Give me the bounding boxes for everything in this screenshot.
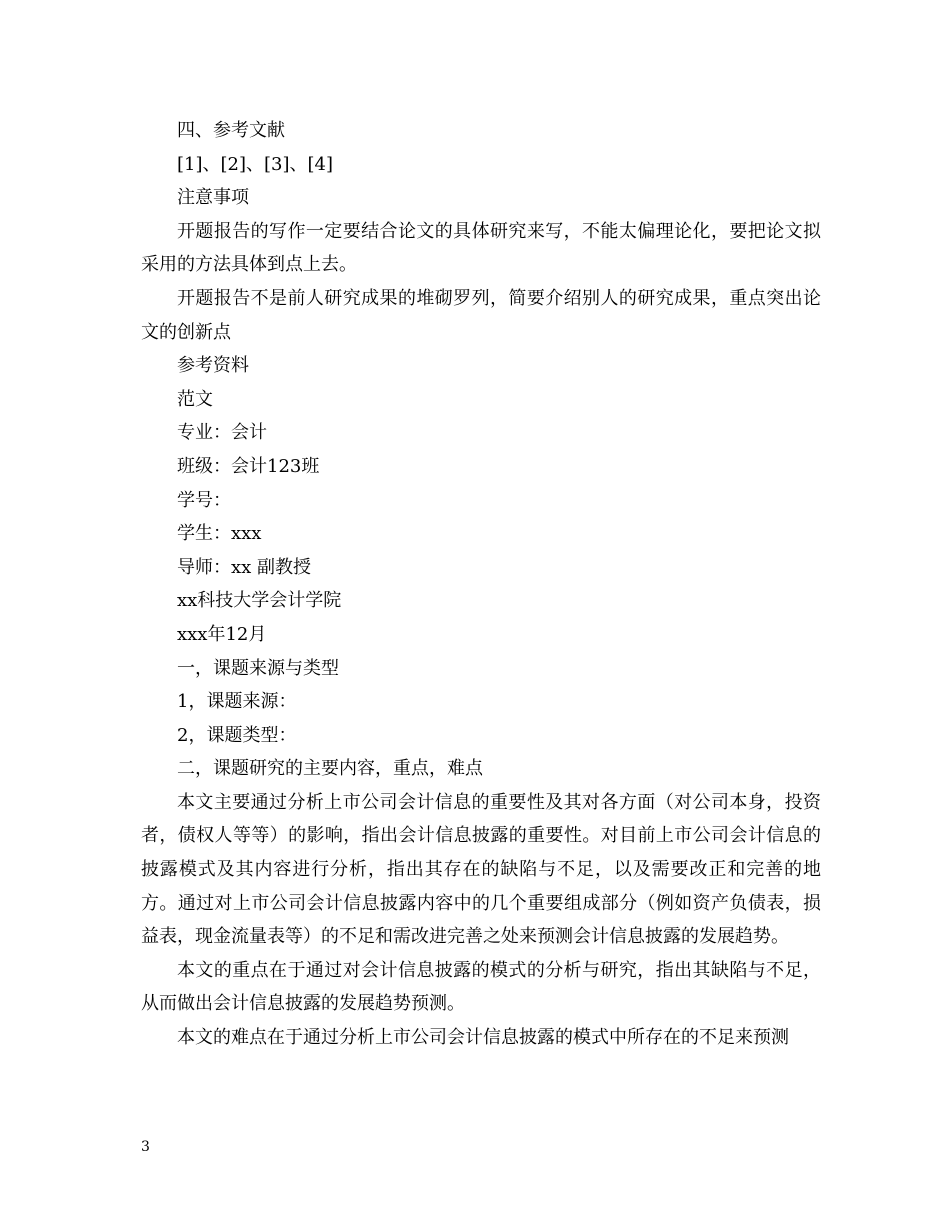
date-line: xxx年12月 <box>177 623 267 645</box>
research-content-heading: 二，课题研究的主要内容，重点，难点 <box>177 758 483 780</box>
note-paragraph-1: 开题报告的写作一定要结合论文的具体研究来写，不能太偏理论化，要把论文拟采用的方法具体到点上去。 <box>141 220 821 276</box>
topic-source-item: 1，课题来源： <box>177 691 297 713</box>
student-id-line: 学号： <box>177 489 231 511</box>
topic-source-heading: 一，课题来源与类型 <box>177 657 339 679</box>
class-line: 班级：会计123班 <box>177 455 320 477</box>
reference-list: [1]、[2]、[3]、[4] <box>177 153 333 175</box>
major-line: 专业：会计 <box>177 422 267 444</box>
student-line: 学生：xxx <box>177 523 262 545</box>
topic-type-item: 2，课题类型： <box>177 724 297 746</box>
advisor-line: 导师：xx 副教授 <box>177 556 312 578</box>
key-point-paragraph: 本文的重点在于通过对会计信息披露的模式的分析与研究，指出其缺陷与不足，从而做出会计信息披露的发展趋势预测。 <box>141 959 821 1015</box>
section-heading-references: 四、参考文献 <box>177 120 285 141</box>
difficulty-paragraph: 本文的难点在于通过分析上市公司会计信息披露的模式中所存在的不足来预测 <box>177 1027 789 1049</box>
document-body <box>141 114 821 1055</box>
sample-heading: 范文 <box>177 388 213 410</box>
reference-materials-heading: 参考资料 <box>177 355 249 377</box>
page-number: 3 <box>141 1139 150 1155</box>
school-line: xx科技大学会计学院 <box>177 590 342 612</box>
notes-heading: 注意事项 <box>177 187 249 209</box>
research-content-paragraph: 本文主要通过分析上市公司会计信息的重要性及其对各方面（对公司本身，投资者，债权人等等）的影响，指出会计信息披露的重要性。对目前上市公司会计信息的披露模式及其内容进行分析，指出其存在的缺陷与不足，以及需要改正和完善的地方。通过对上市公司会计信息披露内容中的几个重要组成部分（例如资产负债表，损益表，现金流量表等）的不足和需改进完善之处来预测会计信息披露的发展趋势。 <box>141 791 821 948</box>
note-paragraph-2: 开题报告不是前人研究成果的堆砌罗列，简要介绍别人的研究成果，重点突出论文的创新点 <box>141 287 821 343</box>
